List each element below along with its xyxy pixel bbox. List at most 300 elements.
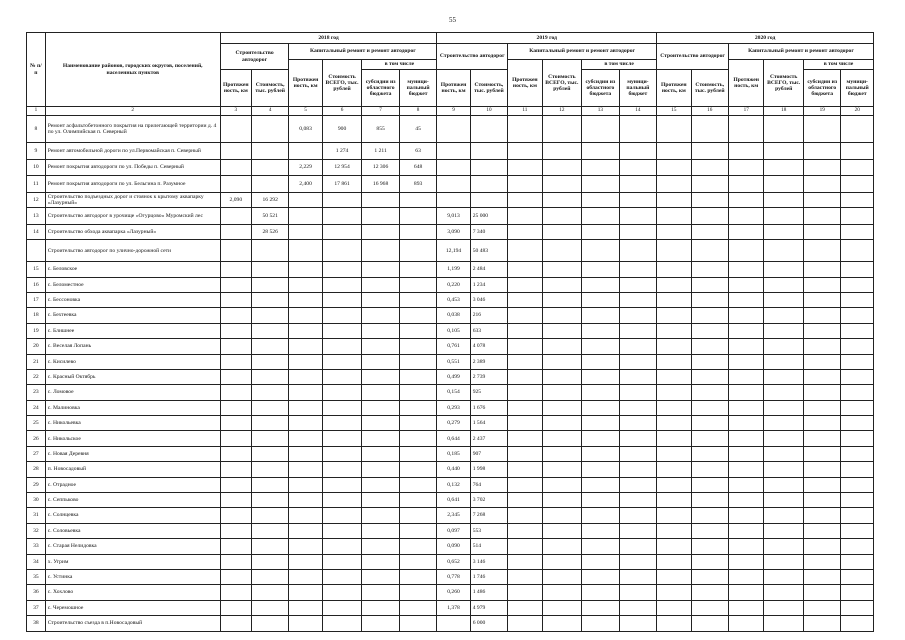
cell-empty bbox=[657, 462, 691, 477]
cell-empty bbox=[764, 400, 804, 415]
cell-empty bbox=[841, 616, 874, 631]
cell-c5 bbox=[289, 477, 322, 492]
cell-empty bbox=[691, 400, 728, 415]
cell-empty bbox=[582, 416, 619, 431]
row-name: с. Черемошное bbox=[45, 600, 220, 615]
cell-empty bbox=[764, 477, 804, 492]
row-number: 26 bbox=[27, 431, 46, 446]
cell-c3 bbox=[220, 508, 251, 523]
cell-c5 bbox=[289, 585, 322, 600]
cell-c8 bbox=[399, 354, 437, 369]
cell-empty bbox=[841, 385, 874, 400]
cell-empty bbox=[508, 446, 542, 461]
cell-c4 bbox=[251, 462, 288, 477]
cell-empty bbox=[841, 308, 874, 323]
header-year-2020: 2020 год bbox=[657, 33, 874, 44]
cell-empty bbox=[657, 554, 691, 569]
table-row bbox=[27, 262, 874, 277]
cell-empty bbox=[729, 400, 764, 415]
cell-empty bbox=[542, 508, 582, 523]
cell-c3 bbox=[220, 431, 251, 446]
cell-empty bbox=[657, 240, 691, 262]
cell-empty bbox=[657, 523, 691, 538]
cell-empty bbox=[691, 277, 728, 292]
cell-empty bbox=[803, 369, 840, 384]
cell-c4 bbox=[251, 539, 288, 554]
cell-c9: 0,260 bbox=[437, 585, 470, 600]
cell-empty bbox=[803, 354, 840, 369]
table-row bbox=[27, 292, 874, 307]
cell-empty bbox=[764, 523, 804, 538]
cell-empty bbox=[803, 616, 840, 631]
cell-empty bbox=[764, 585, 804, 600]
cell-empty bbox=[657, 176, 691, 193]
cell-c9: 9,013 bbox=[437, 208, 470, 225]
row-name: с. Ломовое bbox=[45, 385, 220, 400]
cell-c9: 0,097 bbox=[437, 523, 470, 538]
cell-c7 bbox=[362, 308, 399, 323]
cell-c3 bbox=[220, 308, 251, 323]
cell-empty bbox=[657, 539, 691, 554]
cell-empty bbox=[582, 224, 619, 239]
cell-empty bbox=[619, 400, 657, 415]
cell-empty bbox=[657, 385, 691, 400]
cell-empty bbox=[691, 493, 728, 508]
cell-c5 bbox=[289, 523, 322, 538]
cell-c6 bbox=[322, 308, 362, 323]
cell-c4 bbox=[251, 400, 288, 415]
row-name: с. Соловьевка bbox=[45, 523, 220, 538]
cell-c10: 1 998 bbox=[470, 462, 507, 477]
cell-empty bbox=[764, 208, 804, 225]
cell-empty bbox=[691, 308, 728, 323]
cell-empty bbox=[729, 224, 764, 239]
cell-empty bbox=[691, 192, 728, 207]
cell-empty bbox=[729, 339, 764, 354]
cell-c5 bbox=[289, 446, 322, 461]
header-total: Стоимость ВСЕГО, тыс. рублей bbox=[322, 60, 362, 107]
cell-c6 bbox=[322, 462, 362, 477]
column-number: 10 bbox=[470, 107, 507, 116]
cell-empty bbox=[619, 493, 657, 508]
cell-empty bbox=[508, 431, 542, 446]
cell-empty bbox=[508, 323, 542, 338]
cell-c5 bbox=[289, 262, 322, 277]
table-row bbox=[27, 159, 874, 176]
row-number: 28 bbox=[27, 462, 46, 477]
cell-empty bbox=[582, 493, 619, 508]
table-row bbox=[27, 143, 874, 160]
cell-empty bbox=[841, 159, 874, 176]
cell-empty bbox=[841, 354, 874, 369]
column-number: 1 bbox=[27, 107, 46, 116]
cell-c8 bbox=[399, 477, 437, 492]
row-number: 33 bbox=[27, 539, 46, 554]
cell-empty bbox=[582, 116, 619, 143]
cell-empty bbox=[764, 416, 804, 431]
cell-empty bbox=[803, 554, 840, 569]
cell-c7 bbox=[362, 616, 399, 631]
cell-empty bbox=[657, 493, 691, 508]
table-row bbox=[27, 339, 874, 354]
cell-empty bbox=[542, 462, 582, 477]
cell-c6 bbox=[322, 554, 362, 569]
cell-empty bbox=[582, 385, 619, 400]
cell-c6 bbox=[322, 569, 362, 584]
cell-empty bbox=[619, 192, 657, 207]
header-including: в том числе bbox=[362, 60, 437, 70]
cell-empty bbox=[841, 240, 874, 262]
cell-empty bbox=[729, 240, 764, 262]
cell-empty bbox=[657, 159, 691, 176]
cell-c4 bbox=[251, 116, 288, 143]
cell-c7 bbox=[362, 569, 399, 584]
cell-empty bbox=[657, 143, 691, 160]
cell-empty bbox=[508, 600, 542, 615]
cell-c9: 0,105 bbox=[437, 323, 470, 338]
cell-c6 bbox=[322, 539, 362, 554]
cell-empty bbox=[582, 585, 619, 600]
cell-empty bbox=[691, 585, 728, 600]
cell-empty bbox=[508, 208, 542, 225]
cell-c9: 1,199 bbox=[437, 262, 470, 277]
cell-c10: 4 078 bbox=[470, 339, 507, 354]
cell-empty bbox=[729, 385, 764, 400]
cell-empty bbox=[841, 431, 874, 446]
column-number: 5 bbox=[289, 107, 322, 116]
cell-empty bbox=[582, 262, 619, 277]
cell-c7 bbox=[362, 493, 399, 508]
cell-empty bbox=[841, 446, 874, 461]
cell-c4 bbox=[251, 159, 288, 176]
cell-empty bbox=[582, 208, 619, 225]
cell-empty bbox=[657, 308, 691, 323]
header-subsidy: субсидии из областного бюджета bbox=[362, 70, 399, 107]
row-number: 31 bbox=[27, 508, 46, 523]
cell-c6: 900 bbox=[322, 116, 362, 143]
cell-empty bbox=[691, 446, 728, 461]
cell-empty bbox=[582, 354, 619, 369]
cell-c4 bbox=[251, 569, 288, 584]
cell-empty bbox=[657, 416, 691, 431]
row-name: Строительство съезда в п.Новосадовый bbox=[45, 616, 220, 631]
cell-empty bbox=[582, 159, 619, 176]
cell-c3 bbox=[220, 539, 251, 554]
cell-empty bbox=[508, 176, 542, 193]
cell-empty bbox=[542, 176, 582, 193]
cell-empty bbox=[691, 477, 728, 492]
table-row bbox=[27, 585, 874, 600]
cell-c7 bbox=[362, 400, 399, 415]
cell-c9 bbox=[437, 616, 470, 631]
table-row bbox=[27, 308, 874, 323]
cell-c7 bbox=[362, 554, 399, 569]
cell-c7: 1 211 bbox=[362, 143, 399, 160]
cell-empty bbox=[764, 116, 804, 143]
cell-c9 bbox=[437, 159, 470, 176]
cell-empty bbox=[508, 277, 542, 292]
cell-c10 bbox=[470, 116, 507, 143]
row-name: с. Новая Деревня bbox=[45, 446, 220, 461]
column-number: 16 bbox=[691, 107, 728, 116]
cell-c5: 2,229 bbox=[289, 159, 322, 176]
header-cost: Стоимость, тыс. рублей bbox=[691, 70, 728, 107]
cell-c5 bbox=[289, 208, 322, 225]
cell-c8 bbox=[399, 339, 437, 354]
cell-c6 bbox=[322, 292, 362, 307]
cell-empty bbox=[764, 539, 804, 554]
header-year-2019: 2019 год bbox=[437, 33, 657, 44]
cell-c3 bbox=[220, 292, 251, 307]
cell-empty bbox=[691, 240, 728, 262]
cell-c5: 0,083 bbox=[289, 116, 322, 143]
cell-empty bbox=[508, 416, 542, 431]
cell-c4 bbox=[251, 477, 288, 492]
header-municipal: муници- пальный бюджет bbox=[841, 70, 874, 107]
header-num: № п/п bbox=[27, 33, 46, 107]
cell-empty bbox=[803, 431, 840, 446]
cell-empty bbox=[508, 493, 542, 508]
cell-empty bbox=[764, 369, 804, 384]
cell-empty bbox=[803, 176, 840, 193]
cell-c4 bbox=[251, 523, 288, 538]
cell-empty bbox=[657, 262, 691, 277]
row-name: с. Солнцевка bbox=[45, 508, 220, 523]
cell-c8 bbox=[399, 192, 437, 207]
cell-empty bbox=[841, 176, 874, 193]
cell-c9 bbox=[437, 116, 470, 143]
cell-empty bbox=[841, 493, 874, 508]
cell-c10: 50 483 bbox=[470, 240, 507, 262]
cell-c6 bbox=[322, 508, 362, 523]
cell-empty bbox=[619, 385, 657, 400]
row-name: Ремонт автомобильной дороги по ул.Первомайская п. Северный bbox=[45, 143, 220, 160]
cell-c4 bbox=[251, 277, 288, 292]
cell-empty bbox=[619, 431, 657, 446]
cell-empty bbox=[729, 277, 764, 292]
cell-empty bbox=[542, 369, 582, 384]
cell-empty bbox=[508, 569, 542, 584]
cell-empty bbox=[619, 354, 657, 369]
cell-empty bbox=[657, 400, 691, 415]
cell-empty bbox=[803, 539, 840, 554]
cell-empty bbox=[729, 616, 764, 631]
cell-c6: 1 274 bbox=[322, 143, 362, 160]
cell-empty bbox=[542, 224, 582, 239]
cell-empty bbox=[764, 224, 804, 239]
cell-c5 bbox=[289, 192, 322, 207]
column-number: 20 bbox=[841, 107, 874, 116]
cell-empty bbox=[729, 523, 764, 538]
cell-empty bbox=[508, 539, 542, 554]
cell-empty bbox=[841, 400, 874, 415]
cell-empty bbox=[542, 240, 582, 262]
cell-c4 bbox=[251, 262, 288, 277]
cell-empty bbox=[841, 339, 874, 354]
cell-empty bbox=[691, 600, 728, 615]
table-row bbox=[27, 600, 874, 615]
cell-c5 bbox=[289, 339, 322, 354]
cell-empty bbox=[508, 462, 542, 477]
cell-empty bbox=[803, 462, 840, 477]
cell-empty bbox=[542, 339, 582, 354]
cell-empty bbox=[582, 431, 619, 446]
row-name: Строительство подъездных дорог и стоянок к крытому аквапарку «Лазурный» bbox=[45, 192, 220, 207]
cell-empty bbox=[582, 292, 619, 307]
header-capital-repair: Капитальный ремонт и ремонт автодорог bbox=[729, 44, 874, 60]
cell-c4 bbox=[251, 369, 288, 384]
cell-c3 bbox=[220, 176, 251, 193]
cell-empty bbox=[619, 462, 657, 477]
cell-c8 bbox=[399, 400, 437, 415]
cell-empty bbox=[691, 339, 728, 354]
table-row bbox=[27, 493, 874, 508]
cell-empty bbox=[764, 308, 804, 323]
cell-c3 bbox=[220, 224, 251, 239]
cell-c6 bbox=[322, 585, 362, 600]
cell-empty bbox=[542, 262, 582, 277]
cell-empty bbox=[841, 569, 874, 584]
cell-c7: 16 968 bbox=[362, 176, 399, 193]
cell-c5 bbox=[289, 292, 322, 307]
cell-empty bbox=[542, 585, 582, 600]
cell-c7 bbox=[362, 339, 399, 354]
row-number: 11 bbox=[27, 176, 46, 193]
cell-empty bbox=[619, 339, 657, 354]
cell-c6 bbox=[322, 262, 362, 277]
row-name: с. Никольское bbox=[45, 431, 220, 446]
column-number-row bbox=[27, 107, 874, 116]
cell-empty bbox=[542, 477, 582, 492]
column-number: 14 bbox=[619, 107, 657, 116]
header-total: Стоимость ВСЕГО, тыс. рублей bbox=[542, 60, 582, 107]
cell-c10: 3 702 bbox=[470, 493, 507, 508]
table-row bbox=[27, 224, 874, 239]
cell-empty bbox=[619, 616, 657, 631]
cell-empty bbox=[803, 277, 840, 292]
cell-empty bbox=[619, 416, 657, 431]
cell-c6 bbox=[322, 192, 362, 207]
cell-empty bbox=[764, 262, 804, 277]
cell-empty bbox=[542, 600, 582, 615]
cell-c9: 0,440 bbox=[437, 462, 470, 477]
row-name: с. Кисилево bbox=[45, 354, 220, 369]
column-number: 17 bbox=[729, 107, 764, 116]
table-row bbox=[27, 354, 874, 369]
cell-empty bbox=[582, 143, 619, 160]
cell-empty bbox=[582, 308, 619, 323]
cell-c7 bbox=[362, 323, 399, 338]
cell-c9: 0,038 bbox=[437, 308, 470, 323]
cell-empty bbox=[841, 462, 874, 477]
cell-c9: 3,090 bbox=[437, 224, 470, 239]
table-row bbox=[27, 416, 874, 431]
cell-empty bbox=[657, 323, 691, 338]
table-row bbox=[27, 462, 874, 477]
cell-c3 bbox=[220, 569, 251, 584]
cell-empty bbox=[691, 262, 728, 277]
cell-empty bbox=[803, 600, 840, 615]
header-length: Протяжен ность, км bbox=[729, 60, 764, 107]
cell-c6 bbox=[322, 600, 362, 615]
cell-c10 bbox=[470, 176, 507, 193]
cell-empty bbox=[582, 277, 619, 292]
cell-c7 bbox=[362, 431, 399, 446]
row-number: 23 bbox=[27, 385, 46, 400]
cell-empty bbox=[619, 277, 657, 292]
cell-c7 bbox=[362, 192, 399, 207]
cell-c9: 0,644 bbox=[437, 431, 470, 446]
table-row bbox=[27, 431, 874, 446]
cell-empty bbox=[542, 323, 582, 338]
cell-empty bbox=[691, 176, 728, 193]
column-number: 8 bbox=[399, 107, 437, 116]
cell-c7 bbox=[362, 585, 399, 600]
cell-empty bbox=[508, 292, 542, 307]
cell-empty bbox=[508, 240, 542, 262]
cell-c4 bbox=[251, 508, 288, 523]
cell-c4: 28 526 bbox=[251, 224, 288, 239]
row-number: 34 bbox=[27, 554, 46, 569]
table-row bbox=[27, 323, 874, 338]
cell-c5 bbox=[289, 323, 322, 338]
cell-empty bbox=[729, 308, 764, 323]
cell-c4 bbox=[251, 143, 288, 160]
cell-empty bbox=[841, 192, 874, 207]
row-name: с. Бехтеевка bbox=[45, 308, 220, 323]
cell-c6: 17 861 bbox=[322, 176, 362, 193]
table-row bbox=[27, 400, 874, 415]
row-number: 38 bbox=[27, 616, 46, 631]
cell-empty bbox=[803, 192, 840, 207]
cell-empty bbox=[691, 508, 728, 523]
cell-c8 bbox=[399, 416, 437, 431]
cell-empty bbox=[619, 143, 657, 160]
road-works-table bbox=[26, 32, 874, 632]
cell-c10: 3 146 bbox=[470, 554, 507, 569]
cell-c8 bbox=[399, 262, 437, 277]
cell-empty bbox=[542, 416, 582, 431]
cell-c10: 2 437 bbox=[470, 431, 507, 446]
cell-empty bbox=[841, 477, 874, 492]
cell-empty bbox=[657, 292, 691, 307]
cell-empty bbox=[729, 143, 764, 160]
cell-c5 bbox=[289, 462, 322, 477]
cell-c10: 1 564 bbox=[470, 416, 507, 431]
cell-c9: 0,499 bbox=[437, 369, 470, 384]
cell-empty bbox=[619, 208, 657, 225]
cell-empty bbox=[764, 508, 804, 523]
cell-c3 bbox=[220, 143, 251, 160]
table-row bbox=[27, 192, 874, 207]
cell-c3 bbox=[220, 159, 251, 176]
cell-empty bbox=[619, 323, 657, 338]
cell-empty bbox=[841, 262, 874, 277]
cell-empty bbox=[841, 416, 874, 431]
table-row bbox=[27, 208, 874, 225]
cell-empty bbox=[729, 208, 764, 225]
cell-c3 bbox=[220, 523, 251, 538]
cell-empty bbox=[508, 369, 542, 384]
cell-empty bbox=[841, 116, 874, 143]
row-name: Ремонт покрытия автодороги по ул. Победы п. Северный bbox=[45, 159, 220, 176]
cell-c7 bbox=[362, 446, 399, 461]
cell-empty bbox=[691, 208, 728, 225]
cell-empty bbox=[657, 431, 691, 446]
cell-c8 bbox=[399, 600, 437, 615]
cell-empty bbox=[508, 585, 542, 600]
cell-c5: 2,400 bbox=[289, 176, 322, 193]
